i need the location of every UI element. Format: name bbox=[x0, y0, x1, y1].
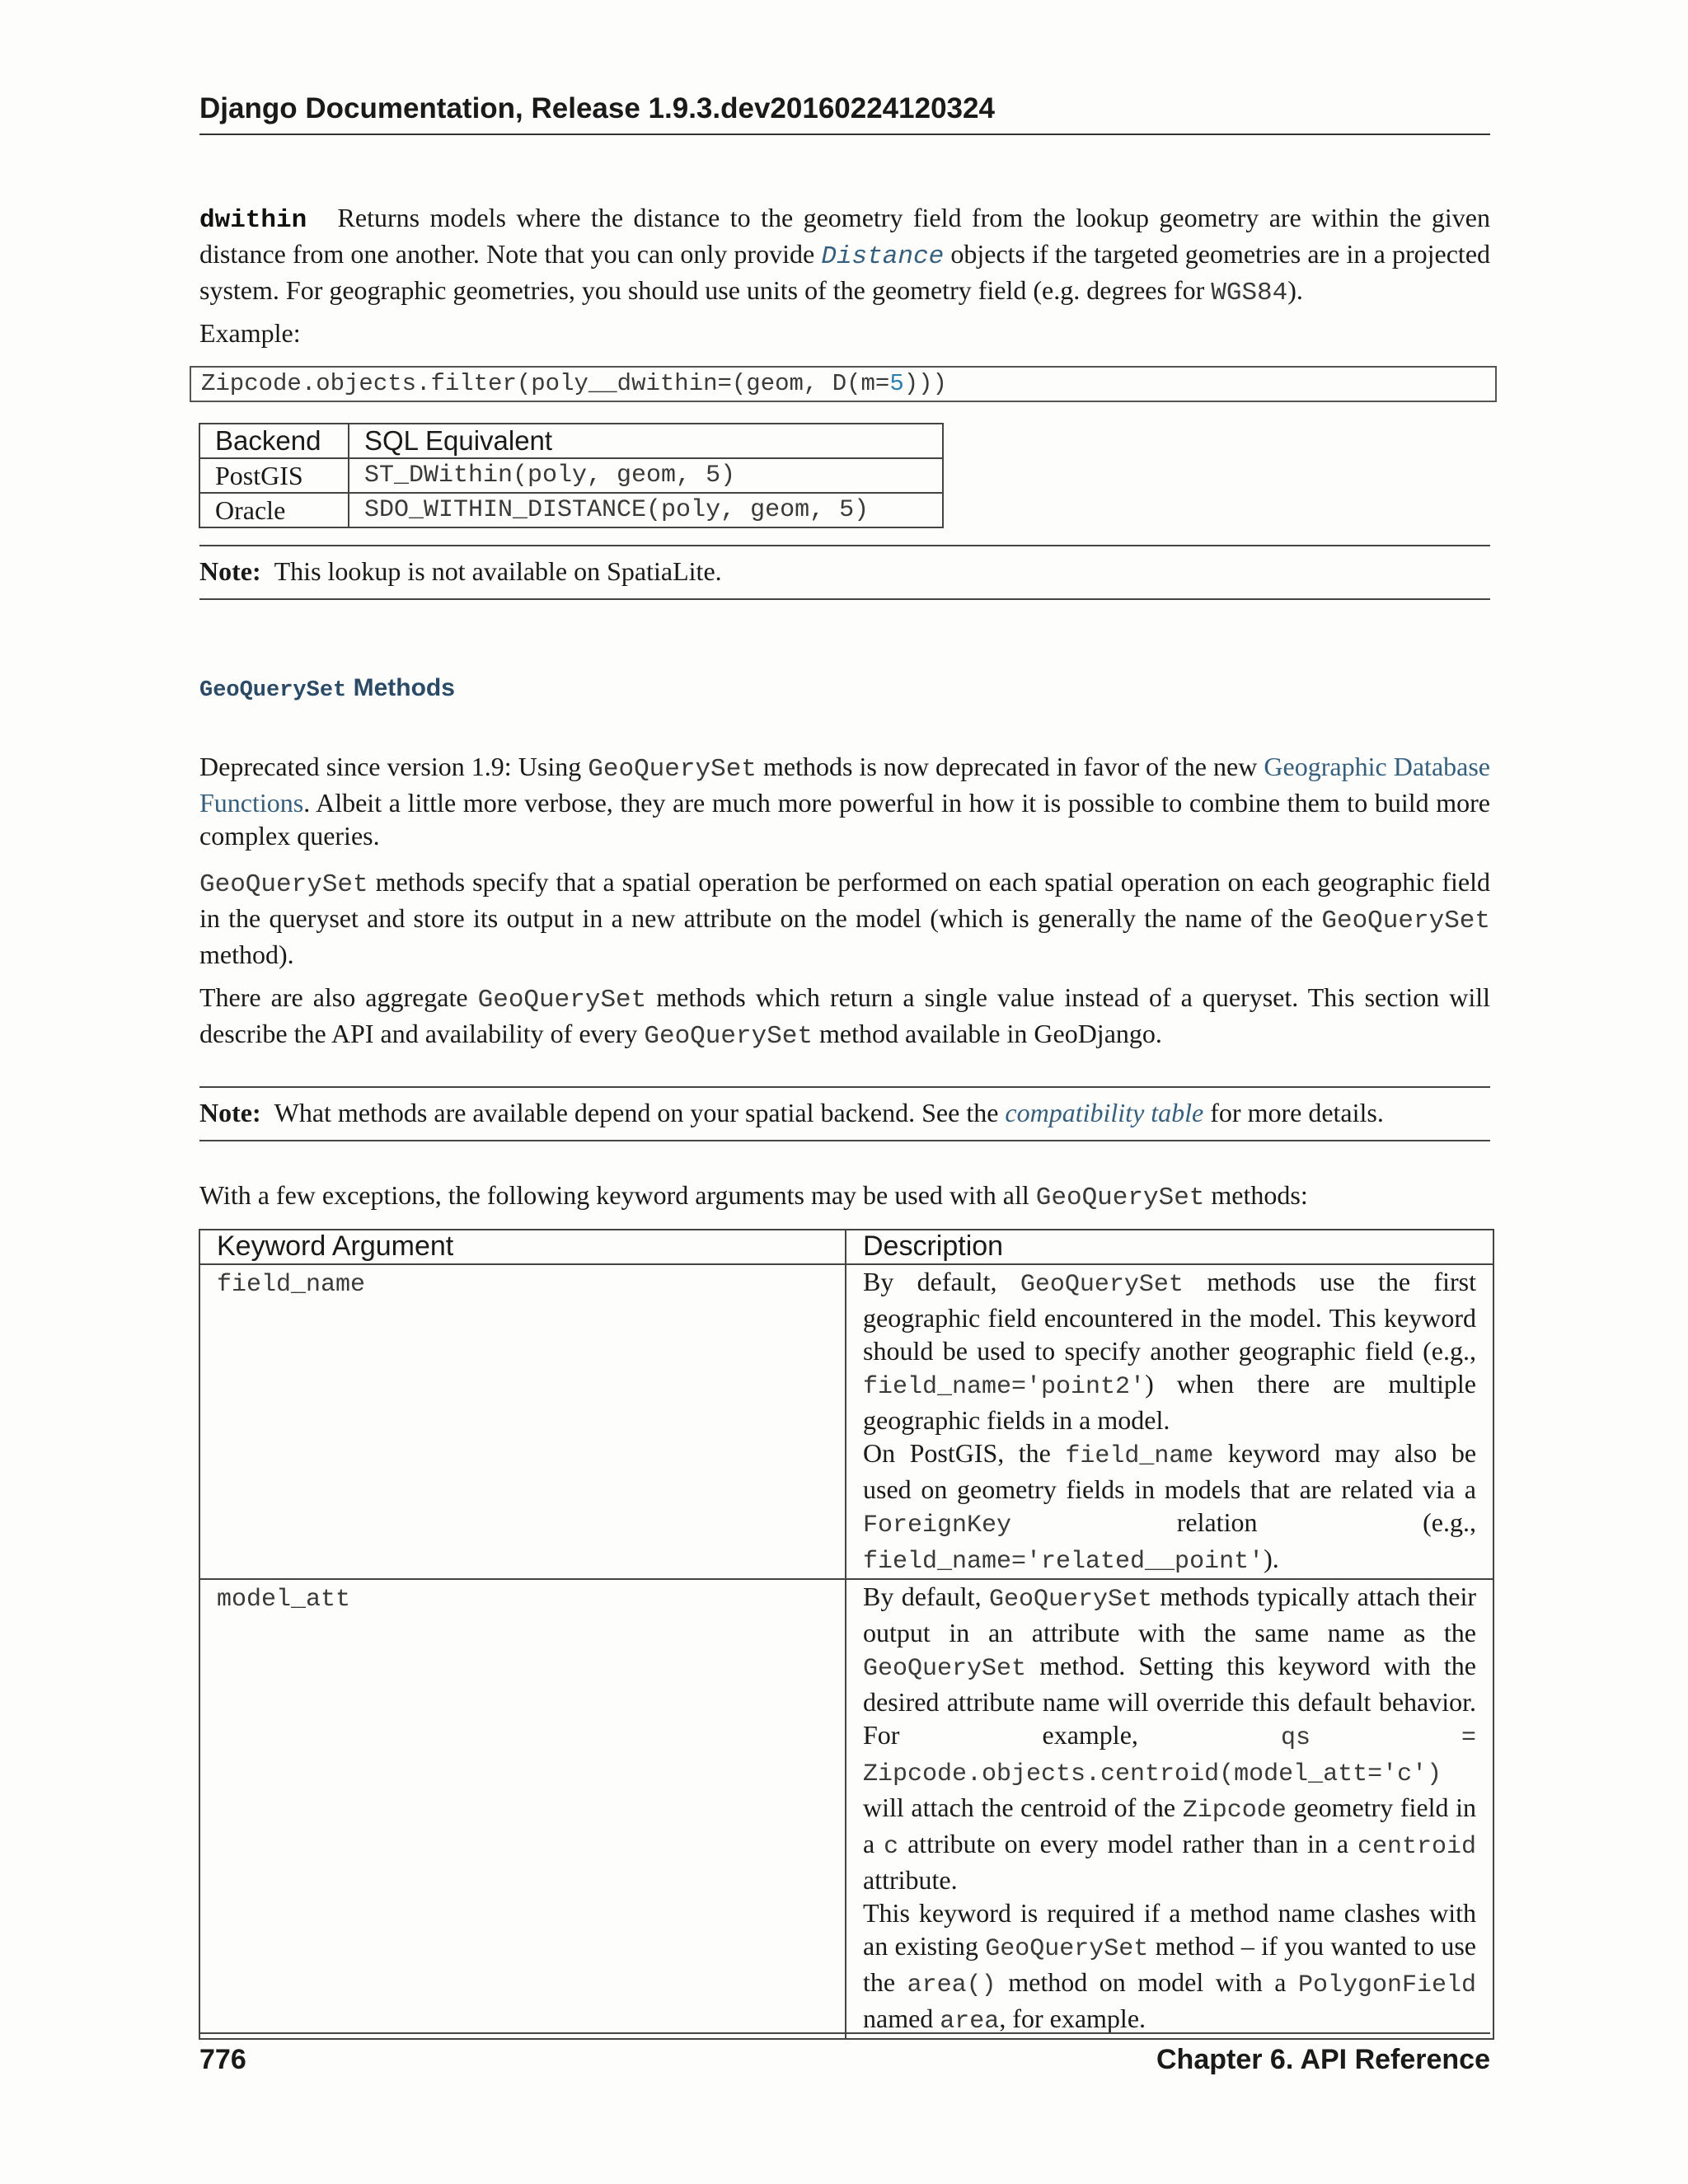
dwithin-text-2: objects if the targeted geometries are in a projected system. For geographic geometries, you should use units of the geometry field (e.g. degrees for bbox=[199, 239, 1491, 305]
aggregate-text-1: There are also aggregate bbox=[199, 982, 468, 1012]
desc-text: relation (e.g., bbox=[1176, 1507, 1476, 1537]
desc-code: centroid bbox=[1357, 1833, 1477, 1861]
column-header: SQL Equivalent bbox=[349, 424, 943, 458]
desc-text: method – if you wanted to use the bbox=[863, 1931, 1477, 1997]
note-text: This lookup is not available on SpatiaLite. bbox=[274, 556, 722, 586]
desc-code: field_name='point2' bbox=[863, 1373, 1146, 1401]
desc-text: geometry field in a bbox=[863, 1793, 1477, 1858]
geoqueryset-code: GeoQuerySet bbox=[588, 755, 757, 784]
geoqueryset-code: GeoQuerySet bbox=[644, 1022, 814, 1051]
table-row bbox=[199, 493, 943, 527]
dwithin-description bbox=[199, 201, 1490, 310]
note-bottom-rule bbox=[199, 1140, 1490, 1141]
deprecated-text-3: . Albeit a little more verbose, they are much more powerful in how it is possible to combine them to build more complex queries. bbox=[199, 788, 1490, 851]
keyword-cell bbox=[199, 1264, 846, 1579]
table-header-row bbox=[199, 1230, 1493, 1264]
column-header: Backend bbox=[199, 424, 349, 458]
desc-text: methods use the first geographic field encountered in the model. This keyword should be used to specify another geographic field (e.g., bbox=[863, 1267, 1477, 1366]
desc-code: field_name bbox=[1065, 1442, 1214, 1470]
keyword-intro-text-1: With a few exceptions, the following keyword arguments may be used with all bbox=[199, 1180, 1029, 1210]
note-text-2: for more details. bbox=[1210, 1098, 1384, 1127]
desc-code: GeoQuerySet bbox=[1020, 1271, 1184, 1299]
methods-text-2: method). bbox=[199, 940, 294, 969]
note-top-rule bbox=[199, 1086, 1490, 1088]
desc-text: keyword may also be used on geometry fields in models that are related via a bbox=[863, 1438, 1477, 1504]
geoqueryset-code: GeoQuerySet bbox=[1321, 907, 1491, 935]
running-header bbox=[199, 92, 1490, 135]
desc-text: , for example. bbox=[999, 2004, 1146, 2033]
aggregate-text-3: method available in GeoDjango. bbox=[819, 1019, 1162, 1048]
geographic-database-functions-link[interactable]: Geographic Database Functions bbox=[199, 752, 1491, 818]
desc-text: By default, bbox=[863, 1582, 982, 1611]
dwithin-term: dwithin bbox=[199, 206, 307, 235]
deprecated-text-1: Deprecated since version 1.9: Using bbox=[199, 752, 582, 781]
code-text-end: ))) bbox=[903, 370, 947, 397]
keyword-model-att: model_att bbox=[217, 1586, 351, 1614]
desc-text: This keyword is required if a method name clashes with an existing bbox=[863, 1898, 1476, 1961]
desc-text: By default, bbox=[863, 1267, 997, 1296]
table-row bbox=[199, 1264, 1493, 1579]
section-heading bbox=[199, 674, 455, 703]
geoqueryset-code: GeoQuerySet bbox=[1035, 1183, 1205, 1212]
sql-cell: SDO_WITHIN_DISTANCE(poly, geom, 5) bbox=[349, 493, 943, 527]
geoqueryset-code: GeoQuerySet bbox=[199, 870, 368, 899]
desc-text: method. Setting this keyword with the desired attribute name will override this default behavior. For example, bbox=[863, 1651, 1477, 1750]
desc-text: will attach the centroid of the bbox=[863, 1793, 1176, 1822]
keyword-field-name: field_name bbox=[217, 1271, 366, 1299]
desc-text: ). bbox=[1264, 1544, 1279, 1573]
dwithin-text-1: Returns models where the distance to the geometry field from the lookup geometry are within the given distance from one another. Note that you can only provide bbox=[199, 203, 1491, 269]
table-row bbox=[199, 458, 943, 493]
field-name-desc-p2 bbox=[863, 1436, 1476, 1578]
column-header: Description bbox=[846, 1230, 1493, 1264]
table-row bbox=[199, 1579, 1493, 2039]
desc-text: methods typically attach their output in an attribute with the same name as the bbox=[863, 1582, 1477, 1647]
methods-paragraph bbox=[199, 865, 1490, 971]
desc-code: area bbox=[940, 2008, 1000, 2036]
section-title: Methods bbox=[353, 674, 455, 701]
footer-rule bbox=[199, 2032, 1490, 2034]
desc-text: attribute. bbox=[863, 1865, 958, 1895]
chapter-title: Chapter 6. API Reference bbox=[1156, 2044, 1490, 2075]
note-compatibility bbox=[199, 1096, 1384, 1129]
desc-code: area() bbox=[907, 1971, 996, 1999]
aggregate-text-2: methods which return a single value instead of a queryset. This section will describe the API and availability of every bbox=[199, 982, 1491, 1048]
note-spatialite bbox=[199, 555, 722, 588]
desc-code: Zipcode bbox=[1182, 1797, 1287, 1825]
example-code-block bbox=[190, 366, 1497, 402]
methods-text-1: methods specify that a spatial operation be performed on each spatial operation on each geographic field in the queryset and store its output in a new attribute on the model (which is generally the name of the bbox=[199, 867, 1491, 933]
example-label: Example: bbox=[199, 318, 301, 348]
keyword-arguments-table bbox=[199, 1229, 1494, 2040]
aggregate-paragraph bbox=[199, 981, 1490, 1053]
compatibility-table-link[interactable]: compatibility table bbox=[1005, 1098, 1204, 1127]
backend-cell: PostGIS bbox=[199, 458, 349, 493]
note-top-rule bbox=[199, 545, 1490, 546]
column-header: Keyword Argument bbox=[199, 1230, 846, 1264]
sql-equivalent-table bbox=[199, 423, 944, 528]
note-bottom-rule bbox=[199, 598, 1490, 600]
note-text-1: What methods are available depend on your spatial backend. See the bbox=[274, 1098, 999, 1127]
desc-code: GeoQuerySet bbox=[988, 1586, 1153, 1614]
desc-code: ForeignKey bbox=[863, 1511, 1012, 1540]
section-code: GeoQuerySet bbox=[199, 678, 347, 703]
backend-cell: Oracle bbox=[199, 493, 349, 527]
deprecated-paragraph bbox=[199, 750, 1490, 852]
code-number: 5 bbox=[889, 370, 904, 397]
wgs84-code: WGS84 bbox=[1211, 279, 1288, 307]
sql-cell: ST_DWithin(poly, geom, 5) bbox=[349, 458, 943, 493]
desc-text: ) when there are multiple geographic fields in a model. bbox=[863, 1369, 1476, 1435]
desc-code: field_name='related__point' bbox=[863, 1548, 1264, 1576]
code-text: Zipcode.objects.filter(poly__dwithin=(geom, D(m= bbox=[201, 370, 890, 397]
description-cell bbox=[846, 1579, 1493, 2039]
document-title: Django Documentation, Release 1.9.3.dev20160224120324 bbox=[199, 92, 995, 124]
field-name-desc-p1 bbox=[863, 1265, 1476, 1436]
desc-text: method on model with a bbox=[1008, 1967, 1287, 1997]
geoqueryset-code: GeoQuerySet bbox=[477, 986, 647, 1015]
model-att-desc-p2 bbox=[863, 1896, 1476, 2038]
desc-code: PolygonField bbox=[1297, 1971, 1477, 1999]
note-label: Note: bbox=[199, 556, 261, 586]
desc-text: On PostGIS, the bbox=[863, 1438, 1051, 1468]
dwithin-text-3: ). bbox=[1287, 275, 1303, 305]
keyword-intro bbox=[199, 1179, 1308, 1215]
table-header-row bbox=[199, 424, 943, 458]
desc-code: qs = Zipcode.objects.centroid(model_att='c') bbox=[863, 1724, 1476, 1788]
description-cell bbox=[846, 1264, 1493, 1579]
deprecated-text-2: methods is now deprecated in favor of the new bbox=[762, 752, 1258, 781]
keyword-cell bbox=[199, 1579, 846, 2039]
desc-text: attribute on every model rather than in a bbox=[907, 1829, 1349, 1858]
desc-code: GeoQuerySet bbox=[985, 1935, 1149, 1963]
desc-code: c bbox=[884, 1833, 899, 1861]
model-att-desc-p1 bbox=[863, 1580, 1476, 1896]
note-label: Note: bbox=[199, 1098, 261, 1127]
page-number: 776 bbox=[199, 2044, 246, 2075]
keyword-intro-text-2: methods: bbox=[1211, 1180, 1308, 1210]
desc-text: named bbox=[863, 2004, 934, 2033]
distance-link[interactable]: Distance bbox=[821, 242, 945, 271]
desc-code: GeoQuerySet bbox=[863, 1655, 1027, 1683]
